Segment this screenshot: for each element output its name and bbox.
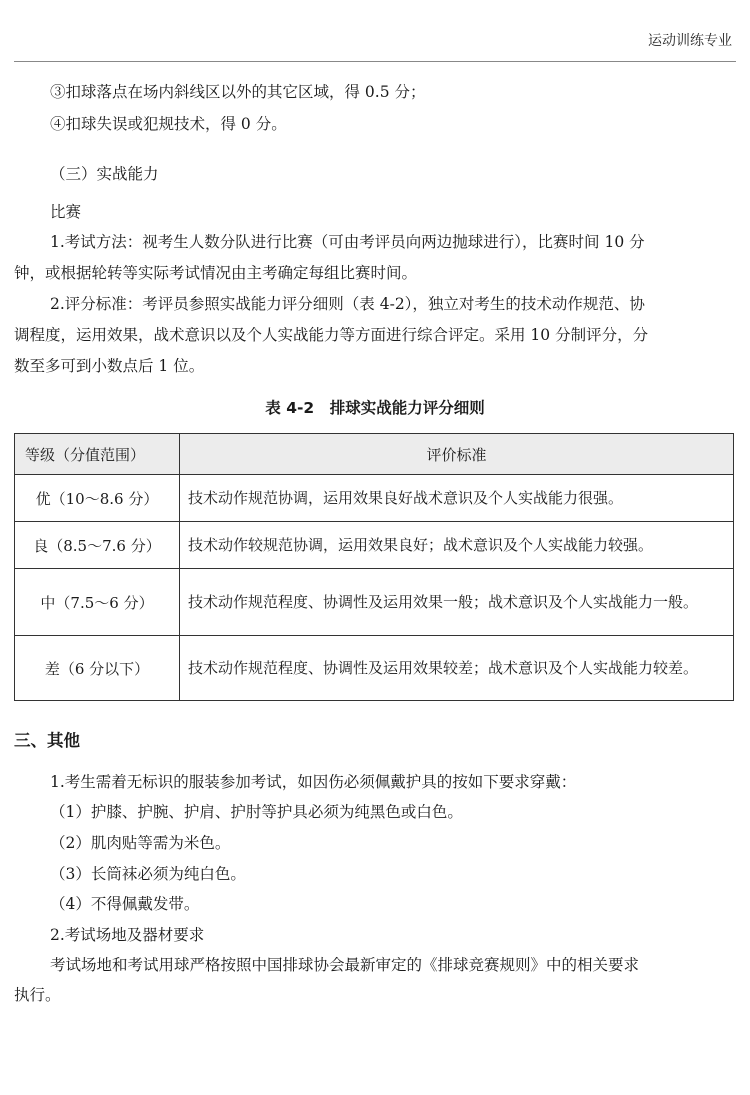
subsection-heading: （三）实战能力 (50, 165, 159, 183)
list-item: （4）不得佩戴发带。 (50, 895, 200, 913)
table-row (15, 522, 734, 569)
column-header-grade: 等级（分值范围） (15, 434, 180, 475)
paragraph-line: 调程度，运用效果，战术意识以及个人实战能力等方面进行综合评定。采用 10 分制评分，分 (14, 326, 649, 344)
grading-table (14, 433, 734, 701)
paragraph-line: 1.考试方法：视考生人数分队进行比赛（可由考评员向两边抛球进行），比赛时间 10 分 (50, 233, 645, 251)
paragraph-line: 1.考生需着无标识的服装参加考试，如因伤必须佩戴护具的按如下要求穿戴： (50, 773, 577, 791)
scoring-item-4: ④扣球失误或犯规技术，得 0 分。 (50, 115, 287, 133)
section-heading: 三、其他 (14, 731, 80, 750)
grade-cell: 良（8.5～7.6 分） (15, 522, 180, 569)
header-divider (14, 61, 736, 62)
table-row (15, 636, 734, 701)
list-item: （2）肌肉贴等需为米色。 (50, 834, 231, 852)
list-item: （3）长筒袜必须为纯白色。 (50, 865, 246, 883)
criteria-cell: 技术动作较规范协调，运用效果良好；战术意识及个人实战能力较强。 (180, 522, 734, 569)
paragraph-line: 数至多可到小数点后 1 位。 (14, 357, 205, 375)
paragraph-line: 考试场地和考试用球严格按照中国排球协会最新审定的《排球竞赛规则》中的相关要求 (50, 956, 640, 974)
table-header-row (15, 434, 734, 475)
list-item: （1）护膝、护腕、护肩、护肘等护具必须为纯黑色或白色。 (50, 803, 463, 821)
table-caption: 表 4-2 排球实战能力评分细则 (265, 399, 485, 417)
criteria-cell: 技术动作规范程度、协调性及运用效果较差；战术意识及个人实战能力较差。 (180, 636, 734, 701)
paragraph-line: 执行。 (14, 986, 61, 1004)
paragraph-line: 2.评分标准：考评员参照实战能力评分细则（表 4-2），独立对考生的技术动作规范、协 (50, 295, 645, 313)
grade-cell: 中（7.5～6 分） (15, 569, 180, 636)
grade-cell: 优（10～8.6 分） (15, 475, 180, 522)
paragraph-line: 钟，或根据轮转等实际考试情况由主考确定每组比赛时间。 (14, 264, 418, 282)
paragraph-line: 2.考试场地及器材要求 (50, 926, 205, 944)
subsection-label: 比赛 (50, 203, 82, 221)
table-row (15, 475, 734, 522)
scoring-item-3: ③扣球落点在场内斜线区以外的其它区域，得 0.5 分； (50, 83, 426, 101)
grade-cell: 差（6 分以下） (15, 636, 180, 701)
running-header: 运动训练专业 (648, 33, 732, 49)
criteria-cell: 技术动作规范程度、协调性及运用效果一般；战术意识及个人实战能力一般。 (180, 569, 734, 636)
column-header-criteria: 评价标准 (180, 434, 734, 475)
table-row (15, 569, 734, 636)
criteria-cell: 技术动作规范协调，运用效果良好战术意识及个人实战能力很强。 (180, 475, 734, 522)
